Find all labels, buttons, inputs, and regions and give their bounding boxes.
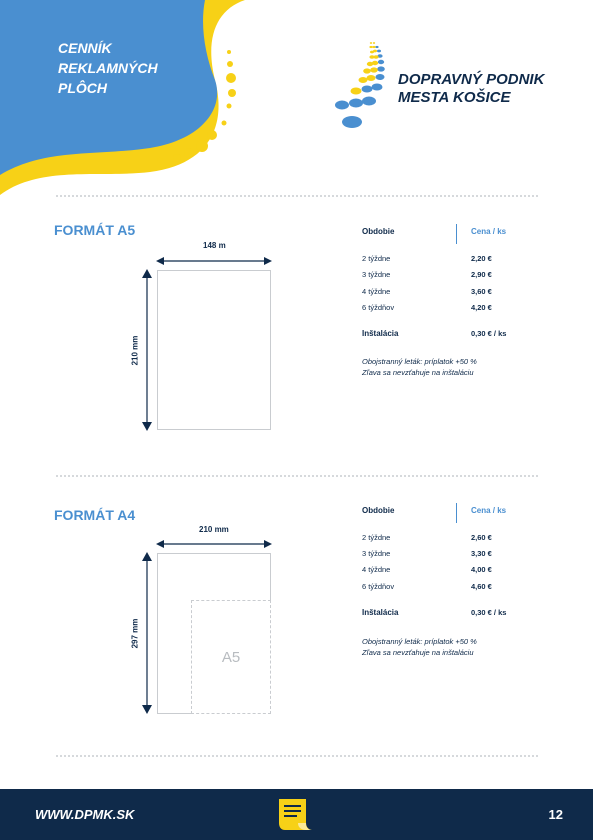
document-scroll-icon (276, 797, 314, 833)
col-period-header: Obdobie (362, 227, 395, 236)
height-label: 210 mm (130, 335, 140, 366)
logo-line: DOPRAVNÝ PODNIK (398, 71, 545, 88)
section-title-a4: FORMÁT A4 (54, 507, 136, 523)
header-title-line: PLÔCH (58, 80, 107, 96)
section-title-a5: FORMÁT A5 (54, 222, 136, 238)
paper-a5 (157, 270, 271, 430)
price-cell: 4,20 € (471, 303, 492, 312)
note-line: Zľava sa nevzťahuje na inštaláciu (362, 368, 474, 377)
period-cell: 4 týždne (362, 287, 391, 296)
col-price-header: Cena / ks (471, 227, 507, 236)
note (362, 636, 562, 658)
note (362, 356, 562, 378)
header-title-line: CENNÍK (58, 40, 112, 56)
header-title-line: REKLAMNÝCH (58, 60, 158, 76)
divider (56, 195, 538, 197)
header-title (58, 38, 208, 98)
page-number: 12 (548, 807, 563, 822)
installation-label: Inštalácia (362, 608, 399, 617)
period-cell: 6 týždňov (362, 582, 395, 591)
footer-url-link[interactable]: WWW.DPMK.SK (35, 807, 135, 822)
period-cell: 3 týždne (362, 270, 391, 279)
period-cell: 4 týždne (362, 565, 391, 574)
col-price-header: Cena / ks (471, 506, 507, 515)
price-cell: 2,90 € (471, 270, 492, 279)
width-label: 148 m (203, 241, 226, 250)
company-logo-text (398, 71, 578, 107)
period-cell: 2 týždne (362, 533, 391, 542)
note-line: Obojstranný leták: príplatok +50 % (362, 637, 477, 646)
price-cell: 3,30 € (471, 549, 492, 558)
logo-line: MESTA KOŠICE (398, 89, 511, 106)
note-line: Zľava sa nevzťahuje na inštaláciu (362, 648, 474, 657)
logo-mark-icon (335, 42, 385, 128)
price-cell: 4,00 € (471, 565, 492, 574)
inner-a5-label: A5 (221, 648, 241, 666)
note-line: Obojstranný leták: príplatok +50 % (362, 357, 477, 366)
price-cell: 3,60 € (471, 287, 492, 296)
period-cell: 6 týždňov (362, 303, 395, 312)
installation-price: 0,30 € / ks (471, 608, 507, 617)
inner-a5-outline (191, 600, 271, 714)
col-period-header: Obdobie (362, 506, 395, 515)
height-label: 297 mm (130, 618, 140, 649)
period-cell: 2 týždne (362, 254, 391, 263)
period-cell: 3 týždne (362, 549, 391, 558)
price-cell: 2,20 € (471, 254, 492, 263)
price-cell: 2,60 € (471, 533, 492, 542)
column-separator (456, 503, 457, 523)
column-separator (456, 224, 457, 244)
installation-price: 0,30 € / ks (471, 329, 507, 338)
divider (56, 755, 538, 757)
price-cell: 4,60 € (471, 582, 492, 591)
divider (56, 475, 538, 477)
width-label: 210 mm (199, 525, 229, 534)
installation-label: Inštalácia (362, 329, 399, 338)
